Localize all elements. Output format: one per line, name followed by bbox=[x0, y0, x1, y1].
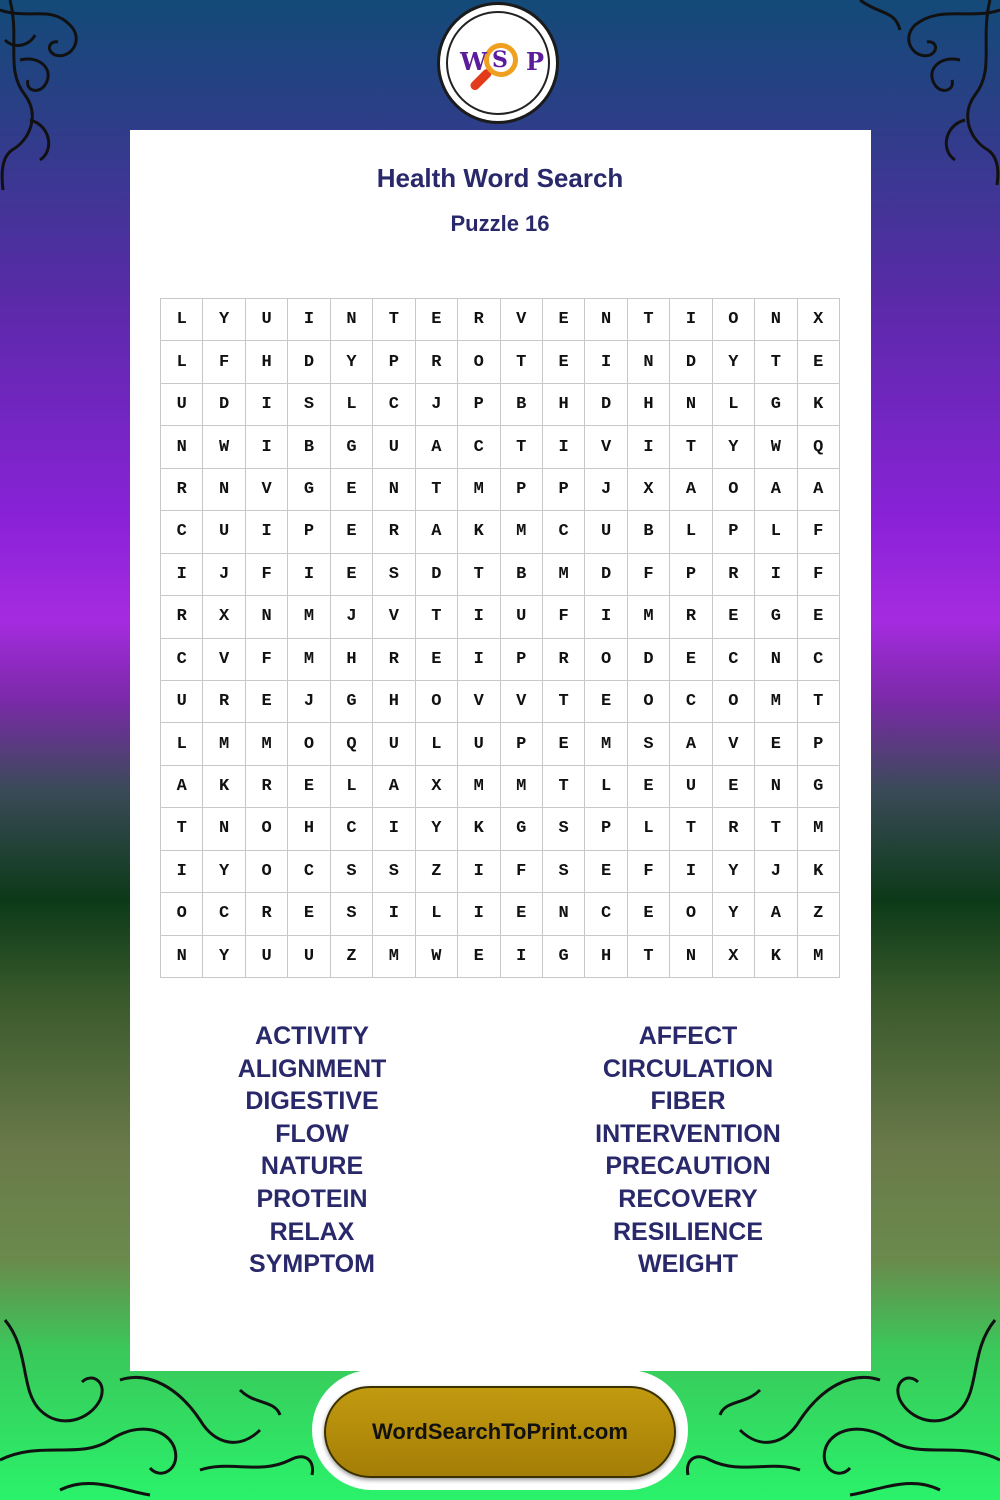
word-list-item: RESILIENCE bbox=[612, 1217, 764, 1246]
grid-cell[interactable]: H bbox=[288, 808, 330, 850]
grid-cell[interactable]: U bbox=[161, 681, 203, 723]
grid-cell[interactable]: G bbox=[331, 426, 373, 468]
grid-cell[interactable]: R bbox=[161, 469, 203, 511]
grid-cell[interactable]: M bbox=[373, 936, 415, 978]
grid-cell[interactable]: D bbox=[288, 341, 330, 383]
grid-cell[interactable]: I bbox=[161, 554, 203, 596]
word-list-item: PROTEIN bbox=[256, 1184, 368, 1213]
grid-cell[interactable]: E bbox=[416, 639, 458, 681]
word-list-item: RELAX bbox=[269, 1217, 355, 1246]
grid-cell[interactable]: N bbox=[755, 766, 797, 808]
grid-cell[interactable]: S bbox=[543, 851, 585, 893]
grid-cell[interactable]: E bbox=[501, 893, 543, 935]
grid-cell[interactable]: M bbox=[628, 596, 670, 638]
grid-cell[interactable]: K bbox=[755, 936, 797, 978]
grid-cell[interactable]: S bbox=[628, 723, 670, 765]
grid-cell[interactable]: V bbox=[501, 299, 543, 341]
grid-cell[interactable]: T bbox=[670, 808, 712, 850]
grid-cell[interactable]: Y bbox=[331, 341, 373, 383]
grid-cell[interactable]: X bbox=[203, 596, 245, 638]
grid-cell[interactable]: A bbox=[670, 723, 712, 765]
grid-cell[interactable]: L bbox=[161, 723, 203, 765]
grid-cell[interactable]: E bbox=[246, 681, 288, 723]
grid-cell[interactable]: P bbox=[543, 469, 585, 511]
word-list-item: ALIGNMENT bbox=[237, 1054, 387, 1083]
grid-cell[interactable]: E bbox=[331, 511, 373, 553]
grid-cell[interactable]: R bbox=[246, 766, 288, 808]
grid-cell[interactable]: J bbox=[288, 681, 330, 723]
grid-cell[interactable]: I bbox=[458, 851, 500, 893]
grid-cell[interactable]: I bbox=[373, 893, 415, 935]
grid-cell[interactable]: M bbox=[203, 723, 245, 765]
grid-cell[interactable]: O bbox=[458, 341, 500, 383]
grid-cell[interactable]: L bbox=[331, 766, 373, 808]
grid-cell[interactable]: M bbox=[798, 936, 840, 978]
grid-cell[interactable]: D bbox=[203, 384, 245, 426]
grid-cell[interactable]: R bbox=[416, 341, 458, 383]
grid-cell[interactable]: G bbox=[755, 596, 797, 638]
grid-cell[interactable]: I bbox=[628, 426, 670, 468]
grid-cell[interactable]: E bbox=[288, 766, 330, 808]
grid-cell[interactable]: S bbox=[331, 893, 373, 935]
grid-cell[interactable]: F bbox=[798, 554, 840, 596]
grid-cell[interactable]: O bbox=[161, 893, 203, 935]
grid-cell[interactable]: Z bbox=[798, 893, 840, 935]
grid-cell[interactable]: M bbox=[288, 639, 330, 681]
grid-cell[interactable]: Y bbox=[203, 936, 245, 978]
grid-cell[interactable]: I bbox=[543, 426, 585, 468]
grid-cell[interactable]: F bbox=[501, 851, 543, 893]
grid-cell[interactable]: V bbox=[246, 469, 288, 511]
grid-cell[interactable]: N bbox=[628, 341, 670, 383]
grid-cell[interactable]: N bbox=[670, 384, 712, 426]
grid-cell[interactable]: D bbox=[585, 384, 627, 426]
grid-cell[interactable]: N bbox=[161, 936, 203, 978]
grid-cell[interactable]: U bbox=[373, 723, 415, 765]
logo-letter-s: S bbox=[492, 47, 508, 73]
grid-cell[interactable]: V bbox=[458, 681, 500, 723]
grid-cell[interactable]: Y bbox=[713, 893, 755, 935]
grid-cell[interactable]: X bbox=[416, 766, 458, 808]
word-list-item: PRECAUTION bbox=[605, 1152, 771, 1181]
word-list-item: ACTIVITY bbox=[255, 1022, 369, 1050]
grid-cell[interactable]: E bbox=[755, 723, 797, 765]
grid-cell[interactable]: N bbox=[161, 426, 203, 468]
grid-cell[interactable]: B bbox=[501, 554, 543, 596]
grid-cell[interactable]: R bbox=[670, 596, 712, 638]
grid-cell[interactable]: L bbox=[628, 808, 670, 850]
grid-cell[interactable]: R bbox=[161, 596, 203, 638]
grid-cell[interactable]: G bbox=[331, 681, 373, 723]
grid-cell[interactable]: L bbox=[416, 723, 458, 765]
grid-cell[interactable]: D bbox=[670, 341, 712, 383]
grid-cell[interactable]: R bbox=[458, 299, 500, 341]
grid-cell[interactable]: N bbox=[203, 808, 245, 850]
grid-cell[interactable]: O bbox=[713, 681, 755, 723]
grid-cell[interactable]: R bbox=[373, 511, 415, 553]
grid-cell[interactable]: T bbox=[543, 681, 585, 723]
grid-cell[interactable]: L bbox=[585, 766, 627, 808]
grid-cell[interactable]: G bbox=[543, 936, 585, 978]
grid-cell[interactable]: U bbox=[203, 511, 245, 553]
grid-cell[interactable]: K bbox=[798, 384, 840, 426]
grid-cell[interactable]: L bbox=[161, 341, 203, 383]
grid-cell[interactable]: C bbox=[458, 426, 500, 468]
grid-cell[interactable]: C bbox=[288, 851, 330, 893]
grid-cell[interactable]: W bbox=[203, 426, 245, 468]
grid-cell[interactable]: V bbox=[585, 426, 627, 468]
grid-cell[interactable]: K bbox=[458, 511, 500, 553]
grid-cell[interactable]: F bbox=[628, 851, 670, 893]
grid-cell[interactable]: S bbox=[373, 554, 415, 596]
grid-cell[interactable]: N bbox=[755, 299, 797, 341]
grid-cell[interactable]: I bbox=[458, 596, 500, 638]
grid-cell[interactable]: I bbox=[458, 639, 500, 681]
grid-cell[interactable]: I bbox=[288, 299, 330, 341]
grid-cell[interactable]: V bbox=[203, 639, 245, 681]
grid-cell[interactable]: S bbox=[543, 808, 585, 850]
grid-cell[interactable]: R bbox=[246, 893, 288, 935]
grid-cell[interactable]: E bbox=[543, 299, 585, 341]
grid-cell[interactable]: Z bbox=[416, 851, 458, 893]
grid-cell[interactable]: E bbox=[713, 596, 755, 638]
site-logo bbox=[437, 2, 559, 124]
grid-cell[interactable]: M bbox=[246, 723, 288, 765]
grid-cell[interactable]: E bbox=[331, 554, 373, 596]
grid-cell[interactable]: P bbox=[501, 469, 543, 511]
grid-cell[interactable]: A bbox=[670, 469, 712, 511]
grid-cell[interactable]: M bbox=[288, 596, 330, 638]
grid-cell[interactable]: A bbox=[416, 511, 458, 553]
grid-cell[interactable]: M bbox=[458, 766, 500, 808]
grid-cell[interactable]: O bbox=[713, 299, 755, 341]
grid-cell[interactable]: I bbox=[585, 341, 627, 383]
grid-cell[interactable]: F bbox=[246, 554, 288, 596]
grid-cell[interactable]: Y bbox=[203, 299, 245, 341]
grid-cell[interactable]: P bbox=[501, 639, 543, 681]
grid-cell[interactable]: Y bbox=[203, 851, 245, 893]
grid-cell[interactable]: X bbox=[628, 469, 670, 511]
grid-cell[interactable]: D bbox=[628, 639, 670, 681]
grid-cell[interactable]: C bbox=[543, 511, 585, 553]
grid-cell[interactable]: U bbox=[246, 936, 288, 978]
grid-cell[interactable]: T bbox=[755, 808, 797, 850]
grid-cell[interactable]: E bbox=[416, 299, 458, 341]
grid-cell[interactable]: P bbox=[501, 723, 543, 765]
grid-cell[interactable]: O bbox=[416, 681, 458, 723]
grid-cell[interactable]: I bbox=[246, 384, 288, 426]
grid-cell[interactable]: I bbox=[161, 851, 203, 893]
grid-cell[interactable]: P bbox=[458, 384, 500, 426]
grid-cell[interactable]: N bbox=[755, 639, 797, 681]
grid-cell[interactable]: T bbox=[501, 426, 543, 468]
grid-cell[interactable]: I bbox=[670, 299, 712, 341]
grid-cell[interactable]: M bbox=[755, 681, 797, 723]
grid-cell[interactable]: F bbox=[203, 341, 245, 383]
grid-cell[interactable]: M bbox=[585, 723, 627, 765]
grid-cell[interactable]: O bbox=[670, 893, 712, 935]
grid-cell[interactable]: E bbox=[585, 851, 627, 893]
word-list-item: FIBER bbox=[650, 1087, 726, 1116]
grid-cell[interactable]: T bbox=[373, 299, 415, 341]
grid-cell[interactable]: M bbox=[798, 808, 840, 850]
grid-cell[interactable]: A bbox=[161, 766, 203, 808]
grid-cell[interactable]: O bbox=[246, 851, 288, 893]
grid-cell[interactable]: A bbox=[755, 469, 797, 511]
word-list-item: CIRCULATION bbox=[602, 1054, 774, 1083]
logo-letter-p: P bbox=[526, 47, 545, 76]
grid-cell[interactable]: R bbox=[543, 639, 585, 681]
grid-cell[interactable]: O bbox=[246, 808, 288, 850]
grid-cell[interactable]: F bbox=[798, 511, 840, 553]
grid-cell[interactable]: N bbox=[373, 469, 415, 511]
grid-cell[interactable]: T bbox=[798, 681, 840, 723]
grid-cell[interactable]: E bbox=[543, 723, 585, 765]
grid-cell[interactable]: T bbox=[670, 426, 712, 468]
grid-cell[interactable]: E bbox=[288, 893, 330, 935]
grid-cell[interactable]: T bbox=[416, 469, 458, 511]
grid-cell[interactable]: A bbox=[373, 766, 415, 808]
grid-cell[interactable]: F bbox=[543, 596, 585, 638]
grid-cell[interactable]: L bbox=[755, 511, 797, 553]
grid-cell[interactable]: E bbox=[713, 766, 755, 808]
grid-cell[interactable]: O bbox=[628, 681, 670, 723]
grid-cell[interactable]: C bbox=[373, 384, 415, 426]
grid-cell[interactable]: U bbox=[670, 766, 712, 808]
grid-cell[interactable]: N bbox=[670, 936, 712, 978]
grid-cell[interactable]: E bbox=[628, 893, 670, 935]
word-list-item: RECOVERY bbox=[618, 1184, 758, 1213]
grid-cell[interactable]: T bbox=[628, 299, 670, 341]
grid-cell[interactable]: C bbox=[161, 511, 203, 553]
grid-cell[interactable]: O bbox=[288, 723, 330, 765]
grid-cell[interactable]: X bbox=[713, 936, 755, 978]
grid-cell[interactable]: Q bbox=[798, 426, 840, 468]
grid-cell[interactable]: A bbox=[755, 893, 797, 935]
grid-cell[interactable]: M bbox=[501, 511, 543, 553]
word-list-item: SYMPTOM bbox=[249, 1250, 375, 1279]
grid-cell[interactable]: H bbox=[543, 384, 585, 426]
grid-cell[interactable]: Y bbox=[416, 808, 458, 850]
grid-cell[interactable]: G bbox=[288, 469, 330, 511]
grid-cell[interactable]: H bbox=[585, 936, 627, 978]
grid-cell[interactable]: M bbox=[543, 554, 585, 596]
grid-cell[interactable]: B bbox=[288, 426, 330, 468]
grid-cell[interactable]: H bbox=[331, 639, 373, 681]
grid-cell[interactable]: F bbox=[628, 554, 670, 596]
letter-grid bbox=[160, 298, 840, 978]
grid-cell[interactable]: G bbox=[501, 808, 543, 850]
grid-cell[interactable]: L bbox=[331, 384, 373, 426]
grid-cell[interactable]: P bbox=[798, 723, 840, 765]
grid-cell[interactable]: H bbox=[628, 384, 670, 426]
grid-cell[interactable]: O bbox=[713, 469, 755, 511]
grid-cell[interactable]: L bbox=[416, 893, 458, 935]
grid-cell[interactable]: I bbox=[670, 851, 712, 893]
grid-cell[interactable]: S bbox=[373, 851, 415, 893]
grid-cell[interactable]: H bbox=[373, 681, 415, 723]
grid-cell[interactable]: U bbox=[501, 596, 543, 638]
grid-cell[interactable]: E bbox=[543, 341, 585, 383]
grid-cell[interactable]: G bbox=[755, 384, 797, 426]
grid-cell[interactable]: Z bbox=[331, 936, 373, 978]
grid-cell[interactable]: Y bbox=[713, 341, 755, 383]
grid-cell[interactable]: T bbox=[501, 341, 543, 383]
grid-cell[interactable]: U bbox=[246, 299, 288, 341]
grid-cell[interactable]: J bbox=[416, 384, 458, 426]
grid-cell[interactable]: B bbox=[501, 384, 543, 426]
grid-cell[interactable]: L bbox=[713, 384, 755, 426]
grid-cell[interactable]: T bbox=[458, 554, 500, 596]
grid-cell[interactable]: I bbox=[585, 596, 627, 638]
grid-cell[interactable]: U bbox=[585, 511, 627, 553]
grid-cell[interactable]: C bbox=[203, 893, 245, 935]
grid-cell[interactable]: J bbox=[203, 554, 245, 596]
grid-cell[interactable]: A bbox=[798, 469, 840, 511]
site-link-button[interactable]: WordSearchToPrint.com bbox=[324, 1386, 676, 1478]
grid-cell[interactable]: O bbox=[585, 639, 627, 681]
grid-cell[interactable]: I bbox=[458, 893, 500, 935]
grid-cell[interactable]: Y bbox=[713, 426, 755, 468]
grid-cell[interactable]: V bbox=[373, 596, 415, 638]
page-title: Health Word Search bbox=[376, 163, 624, 193]
grid-cell[interactable]: U bbox=[288, 936, 330, 978]
grid-cell[interactable]: V bbox=[501, 681, 543, 723]
grid-cell[interactable]: E bbox=[585, 681, 627, 723]
grid-cell[interactable]: I bbox=[373, 808, 415, 850]
grid-cell[interactable]: X bbox=[798, 299, 840, 341]
word-list-item: FLOW bbox=[275, 1119, 349, 1148]
grid-cell[interactable]: K bbox=[203, 766, 245, 808]
grid-cell[interactable]: T bbox=[543, 766, 585, 808]
grid-cell[interactable]: I bbox=[288, 554, 330, 596]
word-list-right bbox=[538, 1020, 838, 1281]
grid-cell[interactable]: P bbox=[713, 511, 755, 553]
grid-cell[interactable]: W bbox=[416, 936, 458, 978]
grid-cell[interactable]: T bbox=[755, 341, 797, 383]
grid-cell[interactable]: R bbox=[713, 554, 755, 596]
grid-cell[interactable]: I bbox=[755, 554, 797, 596]
grid-cell[interactable]: R bbox=[713, 808, 755, 850]
puzzle-subtitle: Puzzle 16 bbox=[450, 211, 550, 236]
grid-cell[interactable]: M bbox=[458, 469, 500, 511]
grid-cell[interactable]: M bbox=[501, 766, 543, 808]
grid-cell[interactable]: F bbox=[246, 639, 288, 681]
grid-cell[interactable]: R bbox=[203, 681, 245, 723]
grid-cell[interactable]: E bbox=[798, 341, 840, 383]
word-list-item: NATURE bbox=[260, 1152, 364, 1181]
grid-cell[interactable]: U bbox=[161, 384, 203, 426]
word-list-item: AFFECT bbox=[638, 1022, 738, 1050]
grid-cell[interactable]: U bbox=[373, 426, 415, 468]
grid-cell[interactable]: I bbox=[246, 426, 288, 468]
grid-cell[interactable]: K bbox=[458, 808, 500, 850]
grid-cell[interactable]: J bbox=[331, 596, 373, 638]
grid-cell[interactable]: E bbox=[670, 639, 712, 681]
grid-cell[interactable]: N bbox=[331, 299, 373, 341]
grid-cell[interactable]: S bbox=[288, 384, 330, 426]
word-list-left bbox=[162, 1020, 462, 1281]
grid-cell[interactable]: I bbox=[501, 936, 543, 978]
logo-letter-w: W bbox=[460, 47, 487, 76]
grid-cell[interactable]: P bbox=[288, 511, 330, 553]
grid-cell[interactable]: E bbox=[798, 596, 840, 638]
grid-cell[interactable]: T bbox=[416, 596, 458, 638]
grid-cell[interactable]: I bbox=[246, 511, 288, 553]
grid-cell[interactable]: K bbox=[798, 851, 840, 893]
grid-cell[interactable]: V bbox=[713, 723, 755, 765]
grid-cell[interactable]: L bbox=[161, 299, 203, 341]
grid-cell[interactable]: C bbox=[331, 808, 373, 850]
grid-cell[interactable]: C bbox=[713, 639, 755, 681]
grid-cell[interactable]: N bbox=[543, 893, 585, 935]
grid-cell[interactable]: N bbox=[246, 596, 288, 638]
grid-cell[interactable]: W bbox=[755, 426, 797, 468]
grid-cell[interactable]: T bbox=[161, 808, 203, 850]
word-list-item: DIGESTIVE bbox=[245, 1087, 379, 1116]
grid-cell[interactable]: E bbox=[331, 469, 373, 511]
grid-cell[interactable]: H bbox=[246, 341, 288, 383]
grid-cell[interactable]: E bbox=[458, 936, 500, 978]
grid-cell[interactable]: S bbox=[331, 851, 373, 893]
grid-cell[interactable]: D bbox=[416, 554, 458, 596]
grid-cell[interactable]: P bbox=[670, 554, 712, 596]
grid-cell[interactable]: T bbox=[628, 936, 670, 978]
grid-cell[interactable]: E bbox=[628, 766, 670, 808]
grid-cell[interactable]: B bbox=[628, 511, 670, 553]
grid-cell[interactable]: R bbox=[373, 639, 415, 681]
grid-cell[interactable]: C bbox=[670, 681, 712, 723]
grid-cell[interactable]: Y bbox=[713, 851, 755, 893]
grid-cell[interactable]: J bbox=[585, 469, 627, 511]
grid-cell[interactable]: U bbox=[458, 723, 500, 765]
grid-cell[interactable]: P bbox=[373, 341, 415, 383]
grid-cell[interactable]: A bbox=[416, 426, 458, 468]
word-list-item: INTERVENTION bbox=[595, 1119, 781, 1148]
grid-cell[interactable]: C bbox=[161, 639, 203, 681]
logo-badge bbox=[446, 11, 550, 115]
grid-cell[interactable]: L bbox=[670, 511, 712, 553]
grid-cell[interactable]: Q bbox=[331, 723, 373, 765]
grid-cell[interactable]: C bbox=[798, 639, 840, 681]
word-list-item: WEIGHT bbox=[638, 1250, 738, 1279]
grid-cell[interactable]: C bbox=[585, 893, 627, 935]
grid-cell[interactable]: N bbox=[585, 299, 627, 341]
grid-cell[interactable]: P bbox=[585, 808, 627, 850]
grid-cell[interactable]: N bbox=[203, 469, 245, 511]
grid-cell[interactable]: G bbox=[798, 766, 840, 808]
grid-cell[interactable]: D bbox=[585, 554, 627, 596]
grid-cell[interactable]: J bbox=[755, 851, 797, 893]
